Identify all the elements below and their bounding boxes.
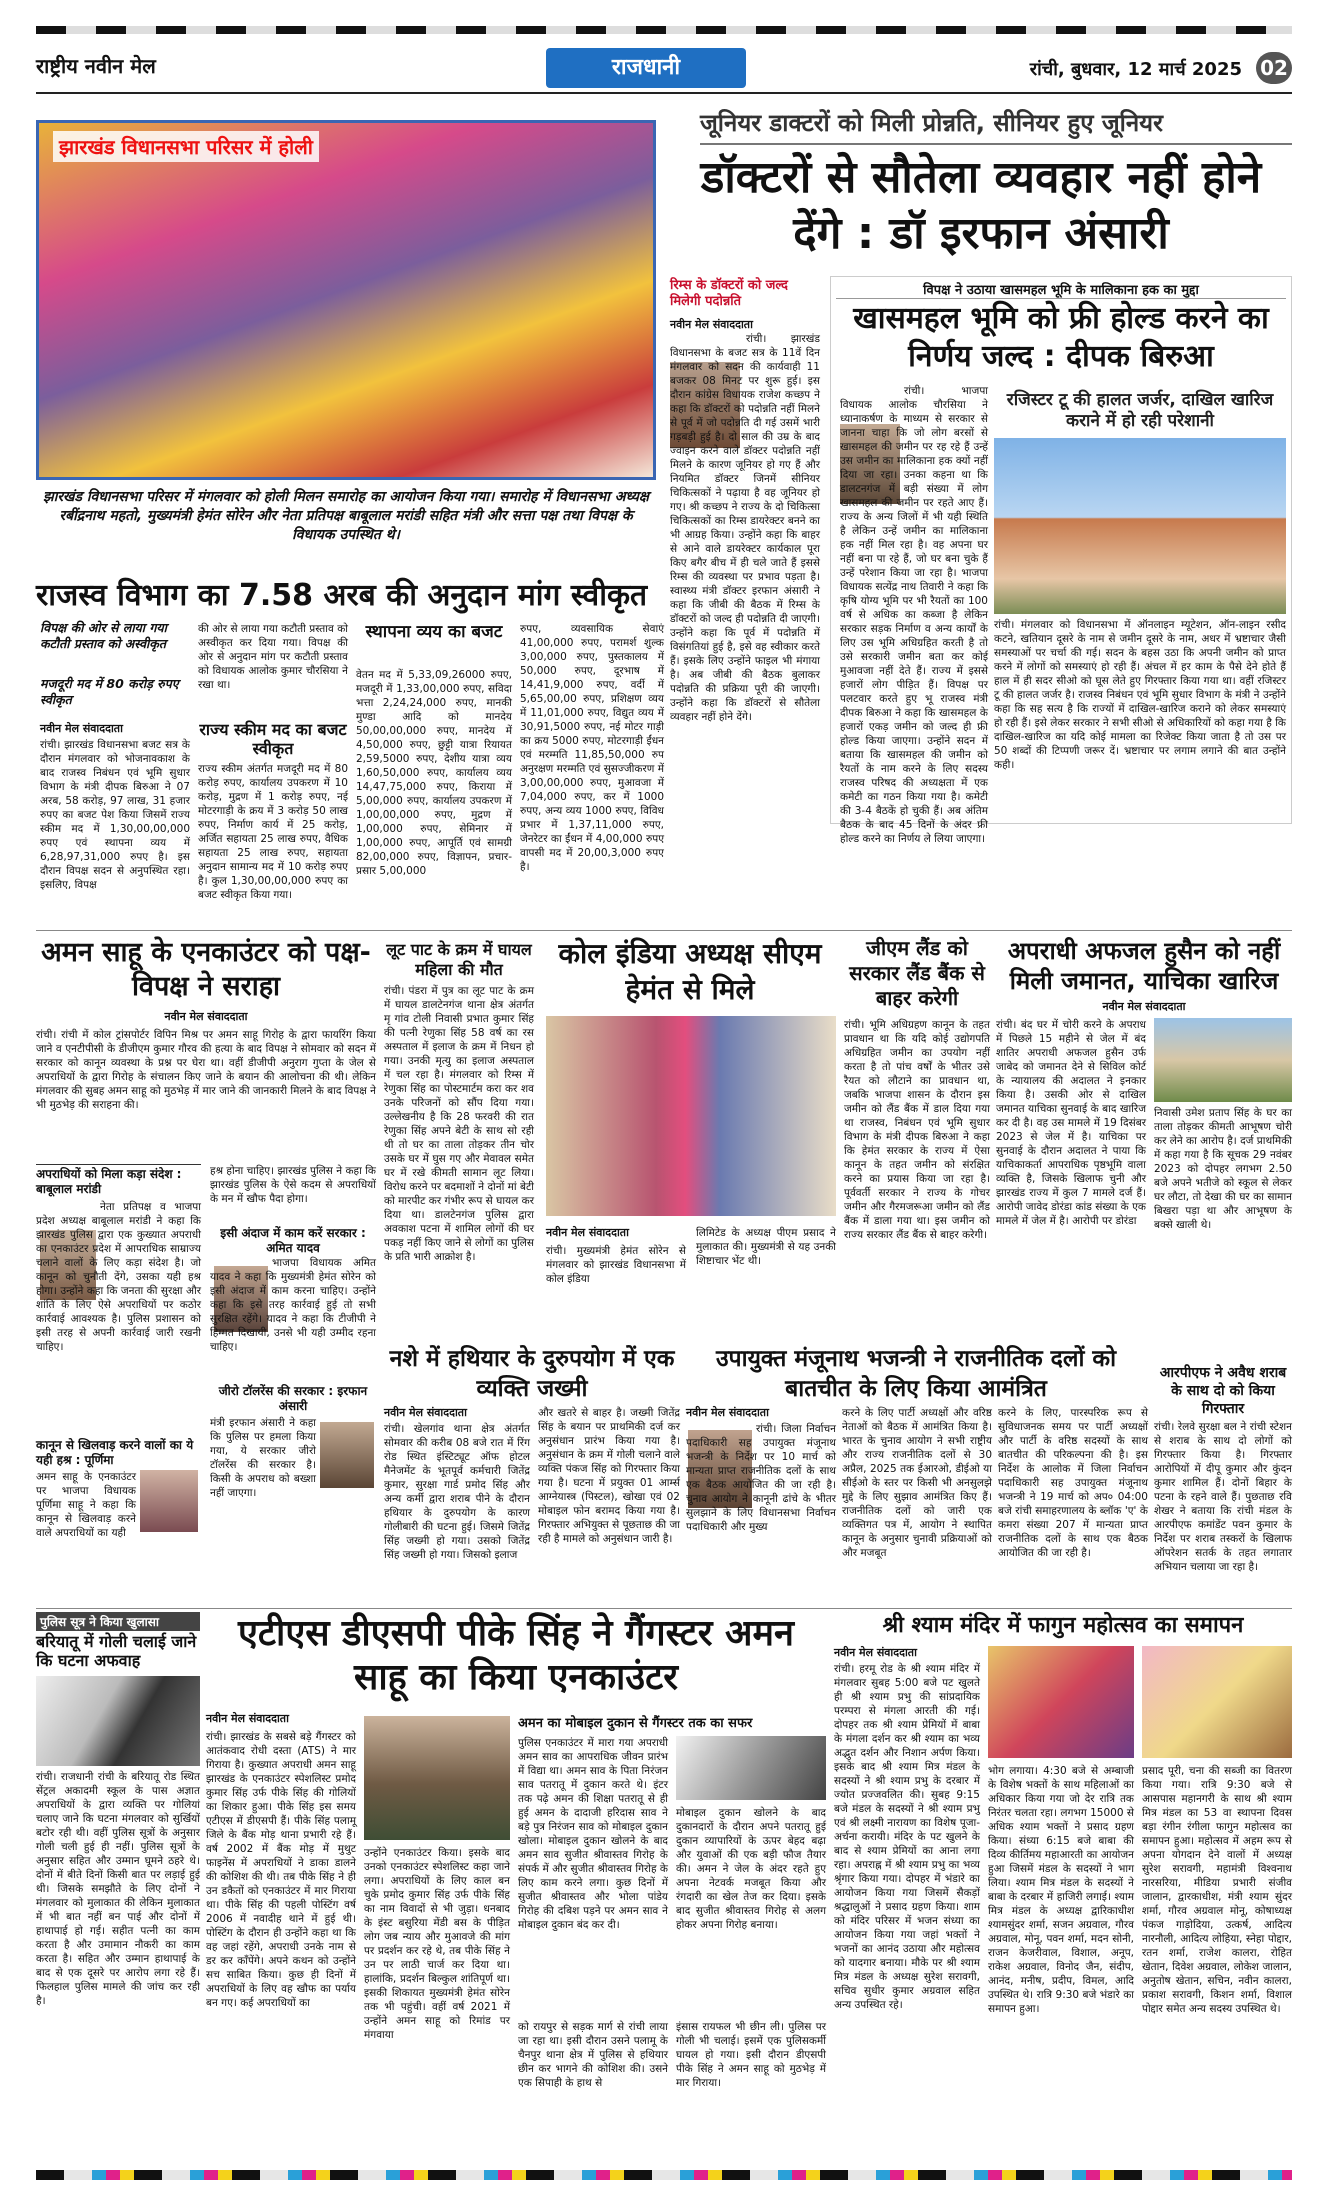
doctors-side-tag: रिम्स के डॉक्टरों को जल्द मिलेगी पदोन्नति [670, 278, 788, 309]
masthead-rule [36, 92, 1292, 94]
irfan-photo-small [320, 1422, 374, 1488]
coalindia-photo [546, 1016, 836, 1216]
section-tab: राजधानी [546, 48, 746, 88]
nashe-headline: नशे में हथियार के दुरुपयोग में एक व्यक्ति जख्मी [389, 1346, 675, 1402]
coalindia-byline: नवीन मेल संवाददाता [546, 1226, 629, 1239]
afzal-byline: नवीन मेल संवाददाता [1102, 1000, 1186, 1013]
rajaswa-tag-2: मजदूरी मद में 80 करोड़ रुपए स्वीकृत [40, 676, 179, 707]
nashe-byline: नवीन मेल संवाददाता [384, 1406, 467, 1419]
bottom-color-strip [36, 2170, 1292, 2180]
shyam-body-1: रांची। हरमू रोड के श्री श्याम मंदिर में मंगलवार सुबह 5:00 बजे पट खुलते ही श्री श्याम प्रभु की सांप्रदायिक परम्परा से मंगला आरती की गई। दोपहर तक श्री श्याम प्रेमियों में बाबा के मंगला दर्शन कर श्री श्याम का भव्य अद्भुत दर्शन और निशान अर्पण किया। इसके बाद श्री श्याम मित्र मंडल के सदस्यों ने श्री श्याम प्रभु के दरबार में ज्योत प्रज्जवलित की। सुबह 9:15 बजे मंडल के सदस्यों ने श्री श्याम प्रभु एवं श्री लक्ष्मी नारायण का विशेष पूजा-अर्चना करायी। मंदिर के पट खुलने के बाद से श्याम प्रेमियों का आना लगा रहा। अपराह्न में श्री श्याम प्रभु का भव्य श्रृंगार किया गया। दोपहर में भंडारे का आयोजन किया गया जिसमें सैकड़ों श्रद्धालुओं ने प्रसाद ग्रहण किया। शाम को मंदिर परिसर में भजन संध्या का आयोजन किया गया जहां भक्तों ने भजनों का आनंद उठाया और महोत्सव को यादगार बनाया। मौके पर श्री श्याम मित्र मंडल के अध्यक्ष सुरेश सरावगी, सचिव सुधीर कुमार अग्रवाल सहित अन्य उपस्थित रहे। [834, 1663, 980, 2011]
doctors-byline: नवीन मेल संवाददाता [670, 318, 753, 331]
bhajantri-body-1: रांची। जिला निर्वाचन पदाधिकारी सह उपायुक्त मंजूनाथ भजन्त्री के निर्देश पर 10 मार्च को मान्यता प्राप्त राजनीतिक दलों के साथ एक बैठक आयोजित की जा रही है। चुनाव आयोग ने कानूनी ढांचे के भीतर सुलझाने के लिए विधानसभा निर्वाचन पदाधिकारी और मुख्य [686, 1423, 836, 1533]
afzal-body: रांची। बंद घर में चोरी करने के अपराध में पिछले 15 महीने से जेल में बंद शातिर अपराधी अफजल हुसैन उर्फ जाबेद को जमानत देने से सिविल कोर्ट के न्यायालय की अदालत ने इनकार किया है। उसकी ओर से दाखिल जमानत याचिका सुनवाई के बाद खारिज कर दी है। वह उस मामले में 19 दिसंबर 2023 से जेल में है। याचिका पर सुनवाई के दौरान अदालत ने पाया कि याचिकाकर्ता आपराधिक पृष्ठभूमि वाला व्यक्ति है, जिसके खिलाफ चुनी और झारखंड राज्य में कुल 7 मामले दर्ज हैं। आरोपी जावेद डोरंडा कांड संख्या के एक मामले में जेल में है। आरोपी पर डोरंडा [996, 1019, 1146, 1227]
rajaswa-body-1: रांची। झारखंड विधानसभा बजट सत्र के दौरान मंगलवार को भोजनावकाश के बाद राजस्व निबंधन एवं भूमि सुधार विभाग के मंत्री दीपक बिरुआ ने 07 अरब, 58 करोड़, 97 लाख, 31 हजार रुपए का बजट पेश किया जिसमें राज्य स्कीम मद में 1,30,00,00,000 रुपए एवं स्थापना व्यय में 6,28,97,31,000 रुपए है। इस दौरान विपक्ष सदन से अनुपस्थित रहा। इसलिए, विपक्ष [40, 739, 190, 891]
ats-body-1: रांची। झारखंड के सबसे बड़े गैंगस्टर को आतंकवाद रोधी दस्ता (ATS) ने मार गिराया है। कुख्यात अपराधी अमन साहू झारखंड के एनकाउंटर स्पेशलिस्ट प्रमोद कुमार सिंह उर्फ पीके सिंह की गोलियों का शिकार हुआ। पीके सिंह इस समय एटीएस में डीएसपी हैं। पीके सिंह पलामू जिले के बैंक मोड़ थाना प्रभारी रहे हैं। वर्ष 2002 में बैंक मोड़ में मुथुट फाइनेंस में अपराधियों ने डाका डालने की कोशिश की थी। तब पीके सिंह ने ही उन डकैतों को एनकाउंटर में मार गिराया था। पीके सिंह की पहली पोस्टिंग वर्ष 2006 में नवादीह थाने में हुई थी। पोस्टिंग के दौरान ही उन्होंने कहा था कि वह जहां रहेंगे, अपराधी उनके नाम से डर कर काँपेंगे। अपने कथन को उन्होंने सच साबित किया। कुछ ही दिनों में अपराधियों के लिए वह खौफ का पर्याय बन गए। कई अपराधियों का [206, 1731, 356, 2009]
khasmahal-headline: खासमहल भूमि को फ्री होल्ड करने का निर्णय जल्द : दीपक बिरुआ [853, 301, 1269, 374]
quote-1-label: अपराधियों को मिला कड़ा संदेश : बाबूलाल मरांडी [36, 1164, 201, 1197]
nashe-body: रांची। खेलगांव थाना क्षेत्र अंतर्गत सोमवार की करीब 08 बजे रात में रिंग रोड स्थित इंस्टिट्यूट ऑफ होटल मैनेजमेंट के भूतपूर्व कर्मचारी जितेंद्र कुमार, सुरक्षा गार्ड प्रमोद सिंह और अन्य कर्मी द्वारा शराब पीने के दौरान हथियार के दुरुपयोग के कारण गोलीबारी की घटना हुई। जिसमे जितेंद्र सिंह जख्मी हो गया। उसको जितेंद्र सिंह जख्मी हो गया। जिसको इलाज [384, 1423, 530, 1561]
rajaswa-body-4: वेतन मद में 5,33,09,26000 रुपए, मजदूरी में 1,33,00,000 रुपए, सविदा भत्ता 2,24,24,000 रुपए, मानकी मुण्डा आदि को मानदेय 50,00,00,000 रुपए, मानदेय में 4,50,000 रुपए, छुट्टी यात्रा रियायत 2,59,5000 रुपए, देशीय यात्रा व्यय 1,60,50,000 रुपए, कार्यालय व्यय 14,47,75,000 रुपए, किराया में 5,00,000 रुपए, कार्यालय उपकरण में 1,00,00,000 रुपए, मुद्रण में 1,00,000 रुपए, सेमिनार में 1,00,000 रुपए, आपूर्ति एवं सामग्री 82,00,000 रुपए, विज्ञापन, प्रचार-प्रसार 5,00,000 [356, 669, 512, 877]
pk-singh-photo [364, 1716, 510, 1840]
khasmahal-kicker: विपक्ष ने उठाया खासमहल भूमि के मालिकाना हक का मुद्दा [836, 280, 1286, 299]
khasmahal-body-left: रांची। भाजपा विधायक आलोक चौरसिया ने ध्यानाकर्षण के माध्यम से सरकार से जानना चाहा कि जो लोग बरसों से खासमहल की जमीन पर रह रहे हैं उन्हें उस जमीन का मालिकाना हक क्यों नहीं दिया जा रहा। उनका कहना था कि डालटनगंज में बड़ी संख्या में लोग खासमहल की जमीन पर रहते आए हैं। राज्य के अन्य जिलों में भी यही स्थिति है लेकिन उन्हें जमीन का मालिकाना हक नहीं मिल रहा है। वह अपना घर नहीं बना पा रहे हैं, जो घर बना चुके हैं उन्हें परेशान किया जा रहा है। भाजपा विधायक सत्येंद्र नाथ तिवारी ने कहा कि कृषि योग्य भूमि पर भी रैयतों का 100 वर्ष से अधिक का कब्जा है लेकिन सरकार सड़क निर्माण व अन्य कार्यों के लिए उस भूमि अधिग्रहित करती है तो उसे सरकारी जमीन बता कर कोई मुआवजा नहीं देते हैं। राज्य में इससे हजारों लोग पीड़ित हैं। विपक्ष पर पलटवार करते हुए भू राजस्व मंत्री दीपक बिरुआ ने कहा कि खासमहल के हजारों एकड़ जमीन को जल्द ही फ्री होल्ड किया जाएगा। उन्होंने सदन में बताया कि खासमहल की जमीन को रैयतों के नाम करने के लिए सदस्य राजस्व परिषद की अध्यक्षता में एक कमेटी का गठन किया गया है। कमेटी की 3-4 बैठकें हो चुकी हैं। अब अंतिम बैठक के बाद 45 दिनों के अंदर फ्री होल्ड करने का निर्णय ले लिया जाएगा। [840, 385, 988, 845]
doctors-headline: डॉक्टरों से सौतेला व्यवहार नहीं होने देंगे : डॉ इरफान अंसारी [700, 152, 1262, 259]
rpf-body: रांची। रेलवे सुरक्षा बल ने रांची स्टेशन से शराब के साथ दो लोगों को गिरफ्तार किया है। गिरफ्तार आरोपियों में दीपू कुमार और कुंदन कुमार शामिल हैं। दोनों बिहार के पटना के रहने वाले हैं। पुछताछ रवि शेखर ने बताया कि रांची मंडल के आरपीएफ कमांडेंट पवन कुमार के निर्देश पर शराब तस्करों के खिलाफ ऑपरेशन सतर्क के तहत लगातार अभियान चलाया जा रहा है। [1154, 1421, 1292, 1573]
quote-3-label: जीरो टॉलरेंस की सरकार : इरफान अंसारी [218, 1384, 368, 1413]
doctors-body: रांची। झारखंड विधानसभा के बजट सत्र के 11वें दिन मंगलवार को सदन की कार्यवाही 11 बजकर 08 मिनट पर शुरू हुई। इस दौरान कांग्रेस विधायक राजेश कच्छप ने कहा कि डॉक्टरों को पदोन्नति नहीं मिलने से पूर्व में जो पदोन्नति दी गई उसमें भारी गड़बड़ी हुई है। दो साल की उम्र के बाद ज्वाइन करने वाले डॉक्टर पदोन्नति नहीं मिलने के कारण जूनियर हो गए हैं और नियमित डॉक्टर जिनमें सीनियर चिकित्सकों ने पढ़ाया है वह जूनियर हो गए। श्री कच्छप ने राज्य के दो चिकित्सा चिकित्सकों का रिम्स डायरेक्टर बनने का भी आग्रह किया। उन्होंने कहा कि बाहर से आने वाले डायरेक्टर कार्यकाल पूरा किए बगैर बीच में ही चले जाते हैं इससे रिम्स की व्यवस्था पर प्रभाव पड़ता है। स्वास्थ्य मंत्री डॉक्टर इरफान अंसारी ने कहा कि जीबी की बैठक में रिम्स के डॉक्टरों को जल्द ही पदोन्नति दी जाएगी। उन्होंने कहा कि पूर्व में पदोन्नति में विसंगतियां हुई है, इसे वह स्वीकार करते हैं। इसके लिए उन्होंने फाइल भी मंगाया है। अब जीबी की बैठक बुलाकर पदोन्नति की प्रक्रिया पूरी की जाएगी। उन्होंने कहा कि डॉक्टरों से सौतेला व्यवहार नहीं होने देंगे। [670, 333, 820, 723]
rajaswa-headline: राजस्व विभाग का 7.58 अरब की अनुदान मांग स्वीकृत [36, 578, 648, 613]
coalindia-body-1: रांची। मुख्यमंत्री हेमंत सोरेन से मंगलवार को झारखंड विधानसभा में कोल इंडिया [546, 1245, 686, 1285]
amansahu-byline: नवीन मेल संवाददाता [164, 1010, 248, 1023]
shyam-byline: नवीन मेल संवाददाता [834, 1646, 917, 1659]
rajaswa-sub-scheme: राज्य स्कीम मद का बजट स्वीकृत [199, 720, 347, 758]
khasmahal-sub: रजिस्टर टू की हालत जर्जर, दाखिल खारिज कराने में हो रही परेशानी [1006, 390, 1274, 431]
shyam-body-3: प्रसाद पूरी, चना की सब्जी का वितरण किया गया। रात्रि 9:30 बजे से आसपास महानगरी के साथ श्री श्याम मित्र मंडल का 53 वा स्थापना दिवस बड़ा रंगीन रंगीला फागुन महोत्सव का समापन हुआ। महोत्सव में अहम रूप से अपना योगदान देने वालों में अध्यक्ष सुरेश सरावगी, महामंत्री विश्वनाथ नारसरिया, मीडिया प्रभारी संजीव जालान, द्वारकाधीश, मंत्री श्याम सुंदर शर्मा, गौरव अग्रवाल मोनू, कोषाध्यक्ष पंकज गाड़ोदिया, उत्कर्ष, आदित्य नारनौली, आदित्य लोहिया, स्नेहा पोद्दार, रतन शर्मा, राजेश कालरा, रोहित खेतान, दिवेश अग्रवाल, लोकेश जालान, अनुतोष खेतान, सचिन, नवीन कालरा, प्रकाश सरावगी, किशन शर्मा, विशाल पोद्दार समेत अन्य सदस्य उपस्थित थे। [1142, 1765, 1292, 2015]
bhajantri-body-3: करने के लिए, पारस्परिक रूप से सुविधाजनक समय पर पार्टी अध्यक्षों और पार्टी के वरिष्ठ सदस्यों के साथ बातचीत की परिकल्पना की है। इस निर्देश के आलोक में जिला निर्वाचन पदाधिकारी सह उपायुक्त मंजूनाथ भजन्त्री ने 19 मार्च को अप० 04:00 बजे रांची समाहरणालय के ब्लॉक 'ए' के कमरा संख्या 207 में मान्यता प्राप्त राजनीतिक दलों के साथ एक बैठक आयोजित की जा रही है। [998, 1407, 1148, 1559]
shyam-body-2: भोग लगाया। 4:30 बजे से अम्बाजी के विशेष भक्तों के साथ महिलाओं का अधिकार किया गया जो देर रात्रि तक निरंतर चलता रहा। लगभग 15000 से अधिक श्याम भक्तों ने प्रसाद ग्रहण किया। संध्या 6:15 बजे बाबा की दिव्य कीर्तिमय महाआरती का आयोजन हुआ जिसमें मंडल के सदस्यों ने भाग लिया। श्याम मित्र मंडल के सदस्यों ने बाबा के दरबार में हाजिरी लगाई। श्याम मित्र मंडल के अध्यक्ष द्वारिकाधीश श्यामसुंदर शर्मा, सजन अग्रवाल, गौरव अग्रवाल, मोनू, पवन शर्मा, मदन सोनी, राजन केजरीवाल, विशाल, अनूप, राकेश अग्रवाल, विनोद जैन, संदीप, आनंद, मनीष, प्रदीप, विमल, आदि उपस्थित थे। रात्रि 9:30 बजे भंडारे का समापन हुआ। [988, 1765, 1134, 2015]
rajaswa-body-3: राज्य स्कीम अंतर्गत मजदूरी मद में 80 करोड़ रुपए, कार्यालय उपकरण में 10 करोड़, मुद्रण में 1 करोड़ रुपए, नई मोटरगाड़ी के क्रय में 3 करोड़ 50 लाख रुपए, निर्माण कार्य में 25 करोड़, अर्जित सहायता 25 लाख रुपए, वैधिक सहायता 25 लाख रुपए, सहायता अनुदान सामान्य मद में 10 करोड़ रुपए है। कुल 1,30,00,00,000 रुपए का बजट स्वीकृत किया गया। [198, 763, 348, 901]
shyam-headline: श्री श्याम मंदिर में फागुन महोत्सव का समापन [882, 1613, 1244, 1638]
quote-1-text: नेता प्रतिपक्ष व भाजपा प्रदेश अध्यक्ष बाबूलाल मरांडी ने कहा कि झारखंड पुलिस द्वारा एक कुख्यात अपराधी का एनकाउंटर प्रदेश में आपराधिक साम्राज्य चलाने वालों के लिए कड़ा संदेश है। जो कानून को चुनौती देंगे, उसका यही हश्र होगा। उन्होंने कहा कि जनता की सुरक्षा और शांति के लिए ऐसे अपराधियों पर कठोर कार्रवाई आवश्यक है। पुलिस प्रशासन को इसी तरह से अपनी कार्रवाई जारी रखनी चाहिए। [36, 1201, 201, 1353]
khasmahal-photo-caption: रांची। मंगलवार को विधानसभा में ऑनलाइन म्यूटेशन, ऑन-लाइन रसीद कटने, खतियान दूसरे के नाम से जमीन दूसरे के नाम, अधर में भ्रष्टाचार जैसी समस्याओं पर चर्चा की गई। सदन के बहस उठा कि अपनी जमीन को प्राप्त करने में लोगों को समस्याएं हो रही हैं। अंचल में हर काम के पैसे देने होते हैं हाल में ही सदर सीओ को घूस लेते हुए गिरफ्तार किया गया था। वहीं रजिस्टर टू की हालत जर्जर है। राजस्व निबंधन एवं भूमि सुधार विभाग के मंत्री ने उन्होंने कहा कि सह सत्य है कि राज्यों में दाखिल-खारिज कराने को लेकर समस्याएं हो रही हैं। इसे लेकर सरकार ने सभी सीओ से अधिकारियों को कहा गया है कि दाखिल-खारिज का यदि कोई मामला का रिजेक्ट किया जाता है तो उस पर 50 शब्दों की टिप्पणी जरूर दें। भ्रष्टाचार पर लगाम लगाने की बात उन्होंने कही। [994, 619, 1286, 771]
ats-box-body-4: इंसास रायफल भी छीन ली। पुलिस पर गोली भी चलाई। इसमें एक पुलिसकर्मी घायल हो गया। इसी दौरान डीएसपी पीके सिंह ने अमन साहू को मुठभेड़ में मार गिराया। [676, 2021, 826, 2089]
ats-headline: एटीएस डीएसपी पीके सिंह ने गैंगस्टर अमन साहू का किया एनकाउंटर [237, 1613, 794, 1698]
brand-logo: राष्ट्रीय नवीन मेल [36, 54, 156, 78]
masthead [36, 48, 1292, 88]
assembly-building-photo [994, 438, 1286, 614]
ats-box-body-2: मोबाइल दुकान खोलने के बाद दुकानदारों के दौरान अपने पतरातू हुई दुकान व्यापारियों के ऊपर बेहद बढ़ा और युवाओं की एक बड़ी फौज तैयार की। अमन ने जेल के अंदर रहते हुए अपना नेटवर्क मजबूत किया और रंगदारी का खेल तेज कर दिया। इसके बाद सुजीत श्रीवास्तव गिरोह से अलग होकर अपना गिरोह बनाया। [676, 1807, 826, 1931]
nashe-body-2: और खतरे से बाहर है। जख्मी जितेंद्र सिंह के बयान पर प्राथमिकी दर्ज कर अनुसंधान प्रारंभ किया गया है। अनुसंधान के क्रम में गोली चलाने वाले व्यक्ति पंकज सिंह को गिरफ्तार किया गया है। घटना में प्रयुक्त 01 आर्म्स आग्नेयास्त्र (पिस्टल), खोखा एवं 02 मोबाइल फोन बरामद किया गया है। गिरफ्तार अभियुक्त से पूछताछ की जा रही है मामले को अनुसंधान जारी है। [538, 1407, 680, 1545]
loot-headline: लूट पाट के क्रम में घायल महिला की मौत [386, 940, 532, 979]
bhajantri-headline: उपायुक्त मंजूनाथ भजन्त्री ने राजनीतिक दलों को बातचीत के लिए किया आमंत्रित [715, 1346, 1117, 1402]
holi-photo-tag: झारखंड विधानसभा परिसर में होली [53, 131, 319, 162]
doctors-kicker: जूनियर डाक्टरों को मिली प्रोन्नति, सीनियर हुए जूनियर [700, 106, 1292, 145]
quote-4-text: अमन साहू के एनकाउंटर पर भाजपा विधायक पूर्णिमा साहू ने कहा कि कानून से खिलवाड़ करने वाले अपराधियों का यही [36, 1471, 136, 1539]
ats-box-title: अमन का मोबाइल दुकान से गैंगस्टर तक का सफर [518, 1716, 753, 1731]
page-number: 02 [1256, 52, 1292, 84]
amansahu-body: रांची। रांची में कोल ट्रांसपोर्टर विपिन मिश्र पर अमन साहू गिरोह के द्वारा फायरिंग किया जाने व एनटीपीसी के डीजीएम कुमार गौरव की हत्या के बाद विपक्ष ने सोमवार को सदन में सरकार को कानून व्यवस्था के प्रश्न पर घेरा था। वहीं डीजीपी अनुराग गुप्ता के जेल से अपराधियों के द्वारा गिरोह के संचालन किए जाने के बयान की आलोचना की थी। लेकिन मंगलवार की सुबह अमन साहू को मुठभेड़ में मार जाने की जानकारी मिलने के बाद विपक्ष ने भी मुठभेड़ की सराहना की। [36, 1029, 376, 1111]
row-divider-1 [36, 930, 1292, 931]
afzal-photo-caption: निवासी उमेश प्रताप सिंह के घर का ताला तोड़कर कीमती आभूषण चोरी कर लेने का आरोप है। दर्ज प्राथमिकी में कहा गया है कि सूचक 29 नवंबर 2023 को दोपहर लगभग 2.50 बजे अपने भतीजे को स्कूल से लेकर घर लौटा, तो देखा की घर का सामान बिखरा पड़ा था और आभूषण के बक्से खाली थे। [1154, 1107, 1292, 1231]
ats-box-body-1: पुलिस एनकाउंटर में मारा गया अपराधी अमन साव का आपराधिक जीवन प्रारंभ में विद्या था। अमन साव के पिता निरंजन साव पतरातू में दुकान करते थे। इंटर तक पढ़े अमन की शिक्षा पतरातू से ही हुई अमन के दादाजी हरिदास साव ने बड़े पुत्र निरंजन साव को मोबाइल दुकान खोला। मोबाइल दुकान खोलने के बाद अमन साव सुजीत श्रीवास्तव गिरोह के संपर्क में और सुजीत श्रीवास्तव गिरोह के लिए काम करने लगा। कुछ दिनों में सुजीत श्रीवास्तव और भोला पांडेय गिरोह की दबिश पड़ने पर अमन साव ने मोबाइल दुकान बंद कर दी। [518, 1737, 668, 1931]
amansahu-headline: अमन साहू के एनकाउंटर को पक्ष-विपक्ष ने सराहा [41, 937, 371, 1002]
landbank-body: रांची। भूमि अधिग्रहण कानून के तहत प्रावधान था कि यदि कोई उद्योगपति अधिग्रहित जमीन का उपयोग नहीं करता है तो पांच वर्षों के भीतर उसे रैयत को लौटाने का प्रावधान था, जबकि भाजपा शासन के दौरान इस जमीन को लैंड बैंक में डाल दिया गया था राजस्व, निबंधन एवं भूमि सुधार विभाग के मंत्री दीपक बिरुआ ने कहा कि हेमंत सरकार के राज्य में ऐसा कानून के तहत जमीन को संरक्षित करने का प्रयास किया जा रहा है। पूर्ववर्ती सरकार ने राज्य के गोचर जमीन और गैरमजरूआ जमीन को लैंड बैंक में डाला गया था। इस जमीन को राज्य सरकार लैंड बैंक से बाहर करेगी। [844, 1019, 990, 1241]
rajaswa-body-5: रुपए, व्यवसायिक सेवाएं 41,00,000 रुपए, परामर्श शुल्क 3,00,000 रुपए, पुस्तकालय में 50,000 रुपए, दूरभाष में 14,41,9,000 रुपए, वर्दी में 5,65,00,00 रुपए, प्रशिक्षण व्यय में 11,01,000 रुपए, विद्युत व्यय में 30,91,5000 रुपए, नई मोटर गाड़ी का क्रय 5000 रुपए, मोटरगाड़ी ईंधन एवं मरम्मति 11,85,50,000 रुप अनुरक्षण मरम्मति एवं सुसज्जीकरण में 3,00,00,000 रुपए, मुआवजा में 7,04,000 रुपए, कर में 1000 रुपए, अन्य व्यय 1000 रुपए, विविध प्रभार में 1,37,11,000 रुपए, जेनरेटर का ईंधन में 4,00,000 रुपए वापसी मद में 20,00,3,000 रुपए है। [520, 623, 664, 873]
shyam-photo-right [1142, 1646, 1292, 1758]
bhajantri-byline: नवीन मेल संवाददाता [686, 1406, 769, 1419]
firing-headline: बरियातू में गोली चलाई जाने कि घटना अफवाह [36, 1632, 197, 1670]
top-color-strip [36, 26, 1292, 34]
ats-body-2: उन्होंने एनकाउंटर किया। इसके बाद उनको एनकाउंटर स्पेशलिस्ट कहा जाने लगा। अपराधियों के लिए काल बन चुके प्रमोद कुमार सिंह उर्फ पीके सिंह का नाम विवादों से भी जुड़ा। धनबाद के इंस्ट बसुरिया मेंडी बस के पीड़ित लोग जब न्याय और मुआवजे की मांग पर प्रदर्शन कर रहे थे, तब पीके सिंह ने उन पर लाठी चार्ज कर दिया था। हालांकि, प्रदर्शन बिल्कुल शांतिपूर्ण था। इसकी शिकायत मुख्यमंत्री हेमंत सोरेन तक भी पहुंची। वहीं वर्ष 2021 में उन्होंने अमन साहू को रिमांड पर मंगवाया [364, 1847, 510, 2041]
rajaswa-byline: नवीन मेल संवाददाता [40, 722, 123, 735]
purnima-photo [140, 1470, 198, 1532]
ats-byline: नवीन मेल संवाददाता [206, 1712, 289, 1725]
gun-photo [36, 1676, 200, 1766]
holi-photo [36, 120, 656, 480]
court-photo [1154, 1018, 1292, 1102]
shyam-photo-left [988, 1646, 1134, 1758]
firing-kicker: पुलिस सूत्र ने किया खुलासा [36, 1612, 200, 1631]
rajaswa-body-2: की ओर से लाया गया कटौती प्रस्ताव को अस्वीकृत कर दिया गया। विपक्ष की ओर से अनुदान मांग पर कटौती प्रस्ताव को विधायक आलोक कुमार चौरसिया ने रखा था। [198, 623, 348, 691]
loot-body: रांची। पंडरा में पुत्र का लूट पाट के क्रम में घायल डालटेनगंज थाना क्षेत्र अंतर्गत मृ गांव टोली निवासी प्रभात कुमार सिंह की पत्नी रेणुका सिंह 58 वर्ष का रस अस्पताल में इलाज के क्रम में निधन हो गया। उनकी मृत्यु का इलाज अस्पताल में चल रहा है। मंगलवार को रिम्स में रेणुका सिंह का पोस्टमार्टम करा कर शव उनके परिजनों को सौंप दिया गया। उल्लेखनीय है कि 28 फरवरी की रात रेणुका सिंह अपने बेटी के साथ सो रही थी तो घर का ताला तोड़कर तीन चोर उसके घर में घुस गए और मेवावल समेत घर में रखे कीमती सामान लूट लिया। विरोध करने पर बदमाशों ने दोनों मां बेटी को मारपीट कर गंभीर रूप से घायल कर दिया था। डालटेनगंज पुलिस द्वारा अवकाश पटना में शामिल लोगों की घर पकड़ नहीं किए जाने से लोगों का पुलिस के प्रति भारी आक्रोश है। [384, 985, 534, 1263]
coalindia-headline: कोल इंडिया अध्यक्ष सीएम हेमंत से मिले [558, 937, 822, 1006]
landbank-headline: जीएम लैंड को सरकार लैंड बैंक से बाहर करेगी [849, 936, 985, 1010]
row-divider-2 [36, 1608, 1292, 1609]
dateline: रांची, बुधवार, 12 मार्च 2025 [1029, 59, 1242, 80]
gun-seizure-photo [676, 1736, 826, 1800]
rpf-headline: आरपीएफ ने अवैध शराब के साथ दो को किया गिरफ्तार [1159, 1365, 1287, 1417]
quote-3-text: मंत्री इरफान अंसारी ने कहा कि पुलिस पर हमला किया गया, ये सरकार जीरो टॉलरेंस की सरकार है। किसी के अपराध को बख्शा नहीं जाएगा। [210, 1417, 316, 1499]
coalindia-body-2: लिमिटेड के अध्यक्ष पीएम प्रसाद ने मुलाकात की। मुख्यमंत्री से यह उनकी शिष्टाचार भेंट थी। [696, 1227, 836, 1267]
afzal-headline: अपराधी अफजल हुसैन को नहीं मिली जमानत, याचिका खारिज [1007, 937, 1281, 995]
ats-box-body-3: को रायपुर से सड़क मार्ग से रांची लाया जा रहा था। इसी दौरान उसने पलामू के चैनपुर थाना क्षेत्र में पुलिस से हथियार छीन कर भागने की कोशिश की। उसने एक सिपाही के हाथ से [518, 2021, 668, 2089]
quote-2-label: इसी अंदाज में काम करें सरकार : अमित यादव [220, 1226, 366, 1255]
rajaswa-tag-1: विपक्ष की ओर से लाया गया कटौती प्रस्ताव को अस्वीकृत [40, 620, 167, 651]
holi-caption: झारखंड विधानसभा परिसर में मंगलवार को होली मिलन समारोह का आयोजन किया गया। समारोह में विधानसभा अध्यक्ष रबींद्रनाथ महतो, मुख्यमंत्री हेमंत सोरेन और नेता प्रतिपक्ष बाबूलाल मरांडी सहित मंत्री और सत्ता पक्ष तथा विपक्ष के विधायक उपस्थित थे। [43, 489, 649, 543]
quote-1-cont: हश्र होना चाहिए। झारखंड पुलिस ने कहा कि झारखंड पुलिस के ऐसे कदम से अपराधियों के मन में खौफ पैदा होगा। [210, 1165, 376, 1205]
quote-4-label: कानून से खिलवाड़ करने वालों का ये यही हश्र : पूर्णिमा [36, 1438, 194, 1467]
bhajantri-body-2: करने के लिए पार्टी अध्यक्षों और वरिष्ठ नेताओं को बैठक में आमंत्रित किया है। भारत के चुनाव आयोग ने सभी राष्ट्रीय और राज्य राजनीतिक दलों से 30 अप्रैल, 2025 तक ईआरओ, डीईओ या सीईओ के स्तर पर किसी भी अनसुलझे मुद्दे के लिए सुझाव आमंत्रित किए हैं। राजनीतिक दलों को जारी एक व्यक्तिगत पत्र में, आयोग ने स्थापित कानून के अनुसार चुनावी प्रक्रियाओं को और मजबूत [842, 1407, 992, 1559]
rajaswa-sub-estab: स्थापना व्यय का बजट [365, 622, 503, 642]
firing-body: रांची। राजधानी रांची के बरियातू रोड स्थित सेंट्रल अकादमी स्कूल के पास अज्ञात अपराधियों के द्वारा व्यक्ति पर गोलियां चलाए जाने कि घटना मंगलवार को सुर्खियों बटोर रही थी। वहीं पुलिस सूत्रों के अनुसार गोली चली हुई ही नहीं। पुलिस सूत्रों के अनुसार सहित और उम्मान घूमने ठहरे थे। दोनों में बीते दिनों किसी बात पर लड़ाई हुई थी। जिसके समझौते के लिए दोनों ने मंगलवार को मुलाकात की लेकिन मुलाकात में भी बात नहीं बन पाई और दोनों में हाथापाई हो गई। सहीत पत्नी का काम करता है और उमामान नौकरी का काम करता है। सहित और उम्मान हाथापाई के बाद से एक दूसरे पर आरोप लगा रहे हैं। फिलहाल पुलिस मामले की जांच कर रही है। [36, 1771, 200, 2007]
quote-2-text: भाजपा विधायक अमित यादव ने कहा कि मुख्यमंत्री हेमंत सोरेन को इसी अंदाज में काम करना चाहिए। उन्होंने कहा कि इसे तरह कार्रवाई हुई तो सभी सुरक्षित रहेंगे। यादव ने कहा कि टीजीपी ने हिम्मत दिखायी, उनसे भी यही उम्मीद रहना चाहिए। [210, 1257, 376, 1353]
